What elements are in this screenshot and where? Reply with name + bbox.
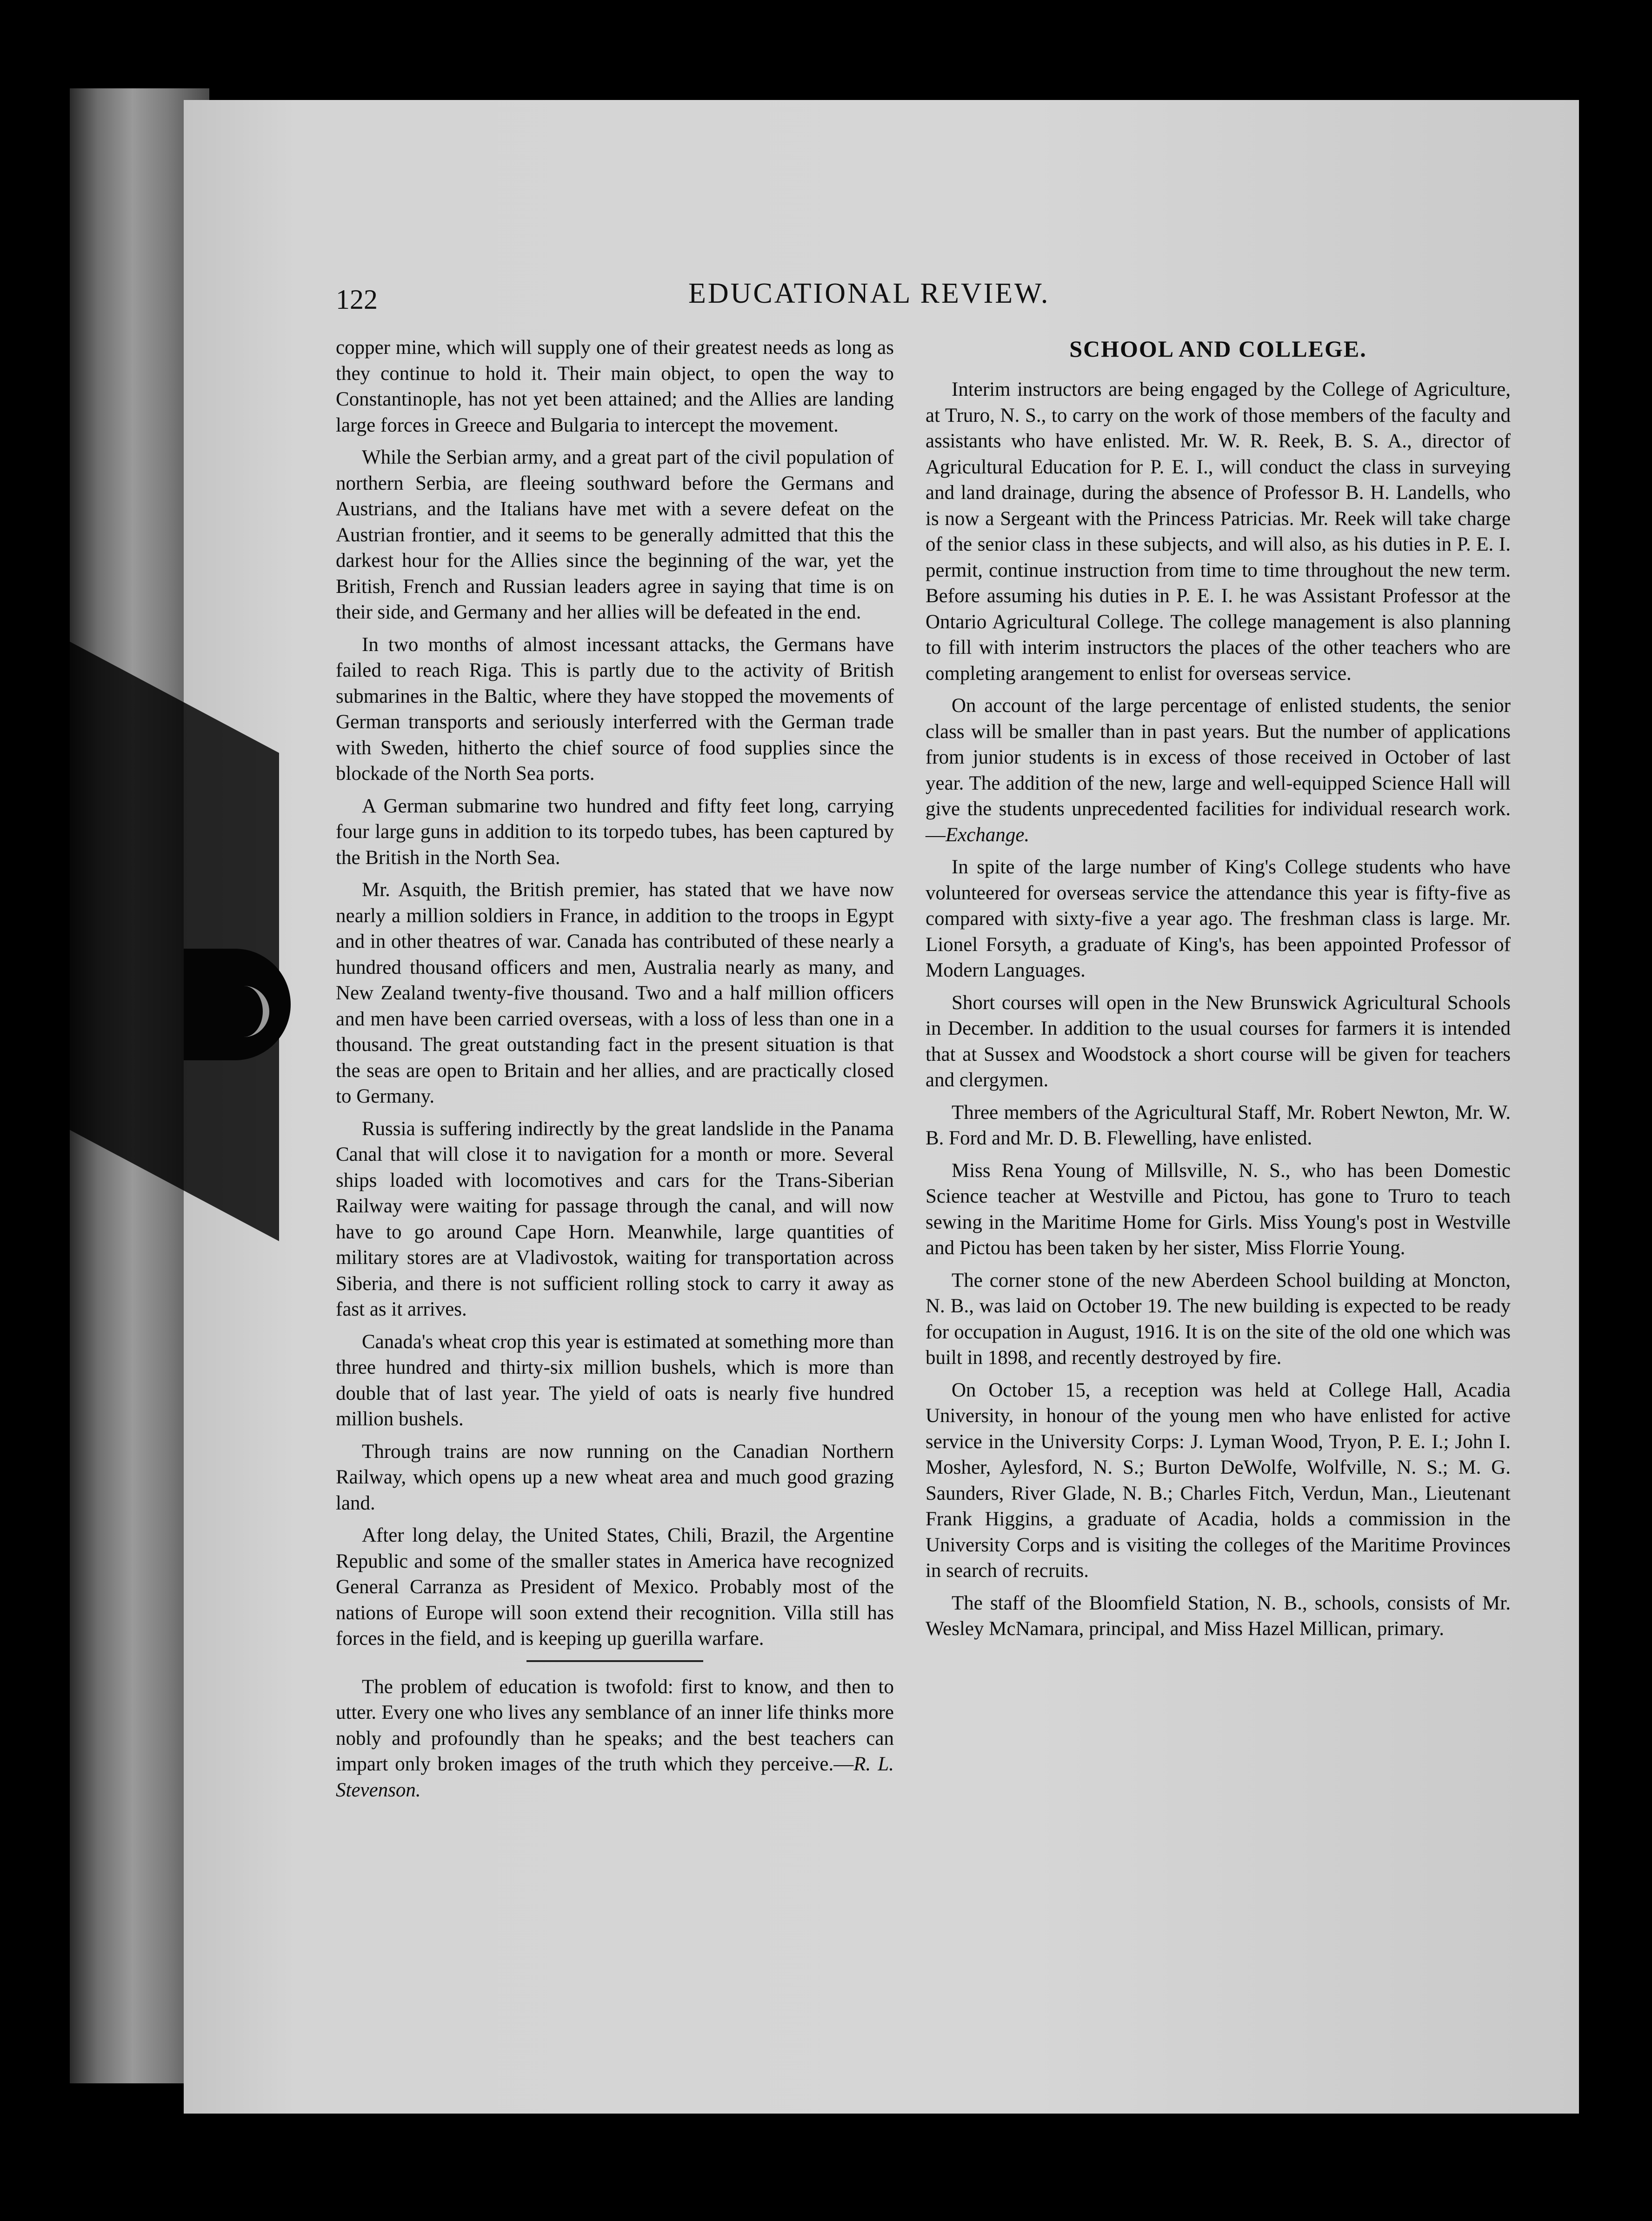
paragraph	[926, 693, 1511, 848]
paragraph: Miss Rena Young of Millsville, N. S., who has been Domestic Science teacher at Westville and Pictou, has gone to Truro to teach sewing in the Maritime Home for Girls. Miss Young's post in Westville and Pictou has been taken by her sister, Miss Florrie Young.	[926, 1159, 1511, 1259]
paragraph: Short courses will open in the New Brunswick Agricultural Schools in December. In addition to the usual courses for farmers it is intended that at Sussex and Woodstock a short course will be given for teachers and clergymen.	[926, 991, 1511, 1091]
running-head: EDUCATIONAL REVIEW.	[688, 278, 1050, 309]
paragraph: Russia is suffering indirectly by the great landslide in the Panama Canal that will close it to navigation for a month or more. Several ships loaded with locomotives and cars for the Trans-Siberian Railway were waiting for passage through the canal, and will now have to go around Cape Horn. Meanwhile, large quantities of military stores are at Vladivostok, waiting for transportation across Siberia, and there is not sufficient rolling stock to carry it away as fast as it arrives.	[336, 1117, 894, 1320]
page-number: 122	[336, 284, 378, 315]
paragraph: The corner stone of the new Aberdeen School building at Moncton, N. B., was laid on October 19. The new building is expected to be ready for occupation in August, 1916. It is on the site of the old one which was built in 1898, and recently destroyed by fire.	[926, 1269, 1511, 1369]
exchange-credit: Exchange.	[946, 824, 1030, 846]
quote-attribution: R. L. Stevenson.	[336, 1753, 894, 1801]
section-title: SCHOOL AND COLLEGE.	[1069, 336, 1367, 362]
paragraph: Canada's wheat crop this year is estimated at something more than three hundred and thirty-six million bushels, which is more than double that of last year. The yield of oats is nearly five hundred million bushels.	[336, 1330, 894, 1430]
right-column	[926, 335, 1511, 1649]
paragraph-text: On account of the large percentage of enlisted students, the senior class will be smaller than in past years. But the number of applications from junior students is in excess of those received in October of last year. The addition of the new, large and well-equipped Science Hall will give the students unprecedented facilities for individual research work.—	[926, 695, 1511, 846]
paragraph: Mr. Asquith, the British premier, has stated that we have now nearly a million soldiers in France, in addition to the troops in Egypt and in other theatres of war. Canada has contributed of these nearly a hundred thousand officers and men, Australia nearly as many, and New Zealand twenty-five thousand. Two and a half million officers and men have been carried overseas, with a loss of less than one in a thousand. The great outstanding fact in the present situation is that the seas are open to Britain and her allies, and are practically closed to Germany.	[336, 879, 894, 1107]
quote-body: The problem of education is twofold: first to know, and then to utter. Every one who lives any semblance of an inner life thinks more nobly and profoundly than he speaks; and the best teachers can impart only broken images of the truth which they perceive.—	[336, 1676, 894, 1775]
paragraph: Three members of the Agricultural Staff, Mr. Robert Newton, Mr. W. B. Ford and Mr. D. B. Flewelling, have enlisted.	[926, 1101, 1511, 1149]
paragraph: Through trains are now running on the Canadian Northern Railway, which opens up a new wheat area and much good grazing land.	[336, 1440, 894, 1514]
paragraph: In spite of the large number of King's College students who have volunteered for overseas service the attendance this year is fifty-five as compared with sixty-five a year ago. The freshman class is large. Mr. Lionel Forsyth, a graduate of King's, has been appointed Professor of Modern Languages.	[926, 856, 1511, 981]
paragraph: While the Serbian army, and a great part of the civil population of northern Serbia, are fleeing southward before the Germans and Austrians, and the Italians have met with a severe defeat on the Austrian frontier, and it seems to be generally admitted that this the darkest hour for the Allies since the beginning of the war, yet the British, French and Russian leaders agree in saying that time is on their side, and Germany and her allies will be defeated in the end.	[336, 446, 894, 623]
paragraph: The staff of the Bloomfield Station, N. B., schools, consists of Mr. Wesley McNamara, principal, and Miss Hazel Millican, primary.	[926, 1592, 1511, 1640]
paragraph: A German submarine two hundred and fifty feet long, carrying four large guns in addition to its torpedo tubes, has been captured by the British in the North Sea.	[336, 795, 894, 869]
paragraph: On October 15, a reception was held at College Hall, Acadia University, in honour of the young men who have enlisted for active service in the University Corps: J. Lyman Wood, Tryon, P. E. I.; John I. Mosher, Aylesford, N. S.; Burton DeWolfe, Wolfville, N. S.; M. G. Saunders, River Glade, N. B.; Charles Fitch, Verdun, Man., Lieutenant Frank Higgins, a graduate of Acadia, holds a commission in the University Corps and is visiting the colleges of the Maritime Provinces in search of recruits.	[926, 1379, 1511, 1582]
finger-icon	[184, 949, 291, 1060]
quote-text	[336, 1674, 894, 1803]
paragraph: Interim instructors are being engaged by the College of Agriculture, at Truro, N. S., to carry on the work of those members of the faculty and assistants who have enlisted. Mr. W. R. Reek, B. S. A., director of Agricultural Education for P. E. I., will conduct the class in surveying and land drainage, during the absence of Professor B. H. Landells, who is now a Sergeant with the Princess Patricias. Mr. Reek will take charge of the senior class in these subjects, and will also, as his duties in P. E. I. permit, continue instruction from time to time throughout the new term. Before assuming his duties in P. E. I. he was Assistant Professor at the Ontario Agricultural College. The college management is also planning to fill with interim instructors the places of the other teachers who are completing arangement to enlist for overseas service.	[926, 379, 1511, 685]
quote-block	[336, 1674, 894, 1803]
left-column	[336, 335, 894, 1803]
paragraph: copper mine, which will supply one of their greatest needs as long as they continue to hold it. Their main object, to open the way to Constantinople, has not yet been attained; and the Allies are landing large forces in Greece and Bulgaria to intercept the movement.	[336, 337, 894, 436]
paragraph: After long delay, the United States, Chili, Brazil, the Argentine Republic and some of the smaller states in America have recognized General Carranza as President of Mexico. Probably most of the nations of Europe will soon extend their recognition. Villa still has forces in the field, and is keeping up guerilla warfare.	[336, 1524, 894, 1649]
paragraph: In two months of almost incessant attacks, the Germans have failed to reach Riga. This is partly due to the activity of British submarines in the Baltic, where they have stopped the movements of German transports and seriously interferred with the German trade with Sweden, hitherto the chief source of food supplies since the blockade of the North Sea ports.	[336, 633, 894, 785]
divider-rule	[526, 1660, 703, 1662]
